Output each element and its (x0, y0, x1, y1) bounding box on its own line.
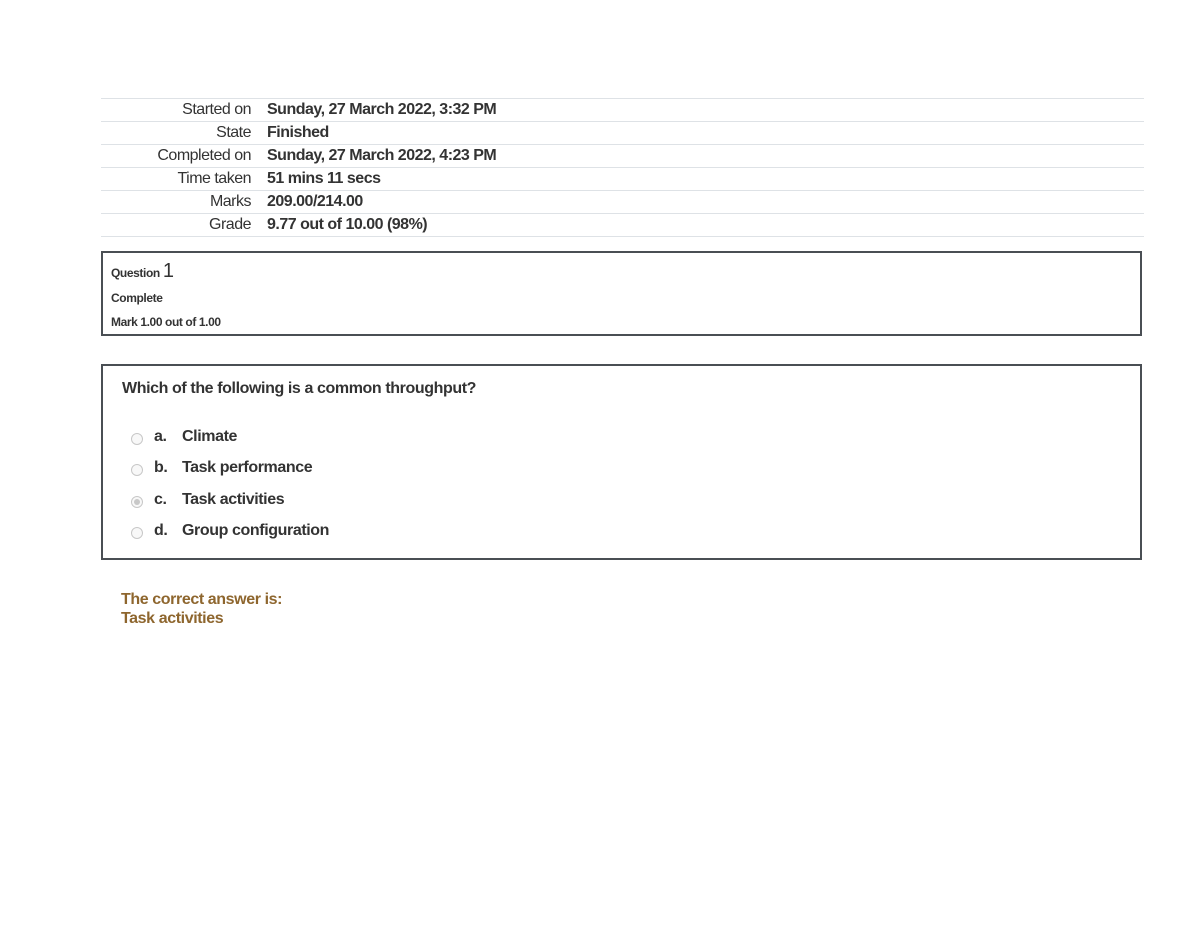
summary-row-marks (101, 191, 1144, 214)
attempt-summary-table (101, 98, 1144, 237)
question-state: Complete (111, 291, 163, 305)
option-text: Task activities (182, 490, 285, 508)
option-letter: d. (154, 522, 168, 540)
option-letter: b. (154, 459, 168, 477)
feedback-answer: Task activities (121, 610, 224, 627)
summary-label: Started on (182, 101, 251, 118)
answer-option[interactable] (131, 421, 329, 453)
feedback-heading: The correct answer is: (121, 591, 283, 608)
question-number (111, 260, 174, 283)
radio-button[interactable] (131, 433, 143, 445)
answer-options (131, 421, 329, 547)
answer-option[interactable] (131, 516, 329, 548)
summary-row-started (101, 99, 1144, 122)
summary-label: Marks (209, 193, 251, 210)
summary-row-grade (101, 214, 1144, 237)
summary-label: Completed on (157, 147, 251, 164)
summary-value: Finished (267, 124, 329, 141)
summary-label: Grade (209, 216, 251, 233)
question-text: Which of the following is a common throughput? (122, 380, 476, 397)
summary-value: 209.00/214.00 (267, 193, 363, 210)
summary-value: Sunday, 27 March 2022, 4:23 PM (267, 147, 497, 164)
question-label: Question (111, 266, 160, 280)
radio-button[interactable] (131, 527, 143, 539)
summary-row-state (101, 122, 1144, 145)
summary-label: State (216, 124, 251, 141)
option-letter: c. (154, 490, 167, 508)
question-info-box (101, 251, 1142, 336)
option-text: Task performance (182, 459, 313, 477)
summary-row-time-taken (101, 168, 1144, 191)
summary-row-completed (101, 145, 1144, 168)
radio-button[interactable] (131, 464, 143, 476)
question-content-box (101, 364, 1142, 560)
right-answer-feedback (121, 590, 282, 628)
option-letter: a. (154, 427, 167, 445)
answer-option[interactable] (131, 453, 329, 485)
summary-value: 51 mins 11 secs (267, 170, 381, 187)
summary-value: Sunday, 27 March 2022, 3:32 PM (267, 101, 497, 118)
summary-value: 9.77 out of 10.00 (98%) (267, 216, 428, 233)
option-text: Group configuration (182, 522, 330, 540)
answer-option[interactable] (131, 484, 329, 516)
question-number-value: 1 (162, 260, 174, 282)
summary-label: Time taken (177, 170, 251, 187)
option-text: Climate (182, 427, 237, 445)
question-grade: Mark 1.00 out of 1.00 (111, 315, 221, 329)
radio-button-selected[interactable] (131, 496, 143, 508)
